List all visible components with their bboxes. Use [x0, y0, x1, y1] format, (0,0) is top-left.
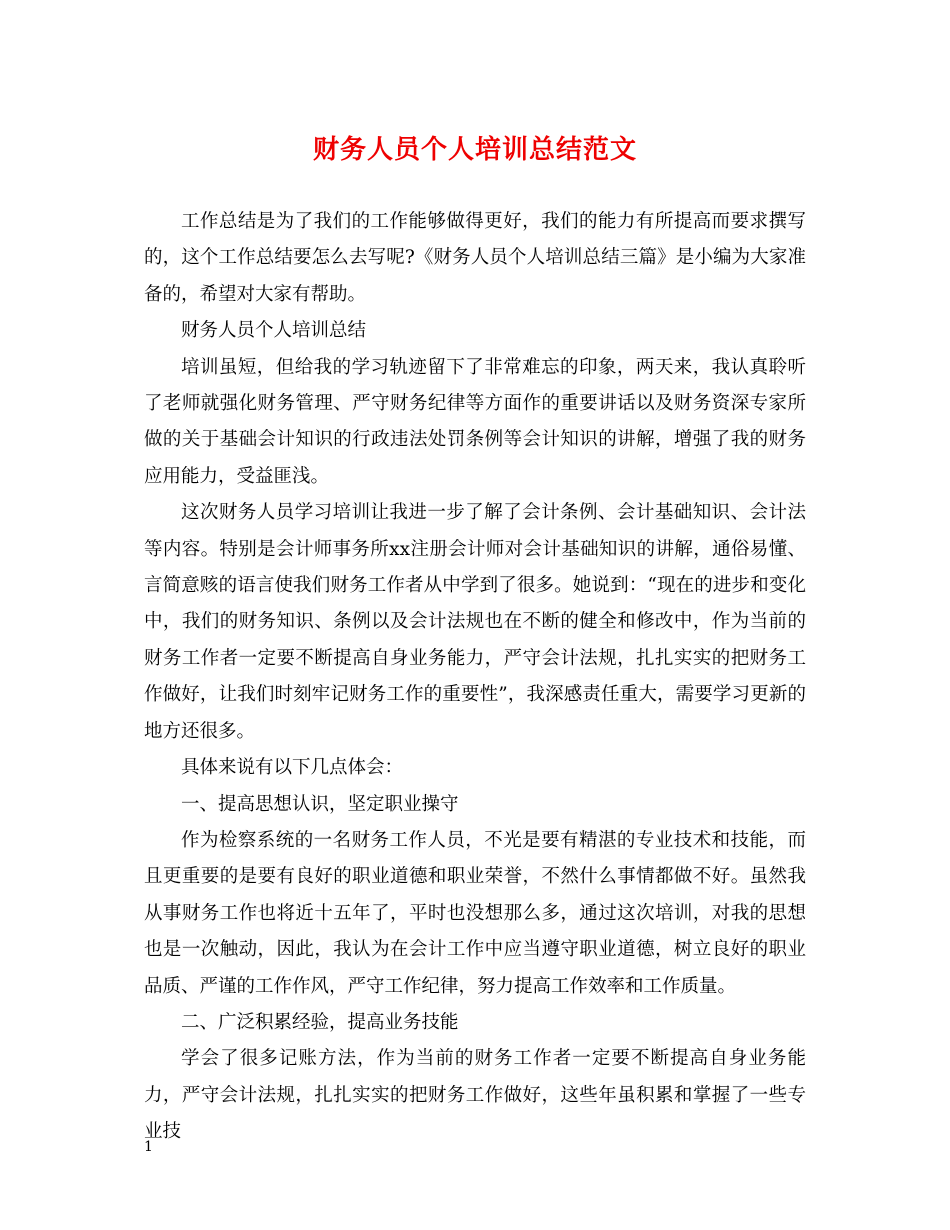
section-heading: 财务人员个人培训总结 [181, 320, 367, 342]
intro-paragraph: 工作总结是为了我们的工作能够做得更好，我们的能力有所提高而要求撰写的，这个工作总结要怎么去写呢?《财务人员个人培训总结三篇》是小编为大家准备的，希望对大家有帮助。 [144, 211, 806, 305]
body-paragraph: 学会了很多记账方法，作为当前的财务工作者一定要不断提高自身业务能力，严守会计法规，扎扎实实的把财务工作做好，这些年虽积累和掌握了一些专业技 [144, 1048, 806, 1143]
point-heading-2: 二、广泛积累经验，提高业务技能 [181, 1011, 459, 1033]
body-paragraph: 作为检察系统的一名财务工作人员，不光是要有精湛的专业技术和技能，而且更重要的是要有良好的职业道德和职业荣誉，不然什么事情都做不好。虽然我从事财务工作也将近十五年了，平时也没想那么多，通过这次培训，对我的思想也是一次触动，因此，我认为在会计工作中应当遵守职业道德，树立良好的职业品质、严谨的工作作风，严守工作纪律，努力提高工作效率和工作质量。 [144, 829, 806, 997]
point-heading-1: 一、提高思想认识，坚定职业操守 [181, 793, 459, 815]
document-title: 财务人员个人培训总结范文 [312, 135, 637, 165]
page-number: 1 [144, 1139, 153, 1155]
body-paragraph: 这次财务人员学习培训让我进一步了解了会计条例、会计基础知识、会计法等内容。特别是会计师事务所xx注册会计师对会计基础知识的讲解，通俗易懂、言简意赅的语言使我们财务工作者从中学到了很多。她说到：“现在的进步和变化中，我们的财务知识、条例以及会计法规也在不断的健全和修改中，作为当前的财务工作者一定要不断提高自身业务能力，严守会计法规，扎扎实实的把财务工作做好，让我们时刻牢记财务工作的重要性”，我深感责任重大，需要学习更新的地方还很多。 [144, 502, 806, 742]
document-body [144, 204, 806, 1151]
body-paragraph: 培训虽短，但给我的学习轨迹留下了非常难忘的印象，两天来，我认真聆听了老师就强化财务管理、严守财务纪律等方面作的重要讲话以及财务资深专家所做的关于基础会计知识的行政违法处罚条例等会计知识的讲解，增强了我的财务应用能力，受益匪浅。 [144, 356, 806, 487]
body-paragraph: 具体来说有以下几点体会： [181, 757, 404, 779]
